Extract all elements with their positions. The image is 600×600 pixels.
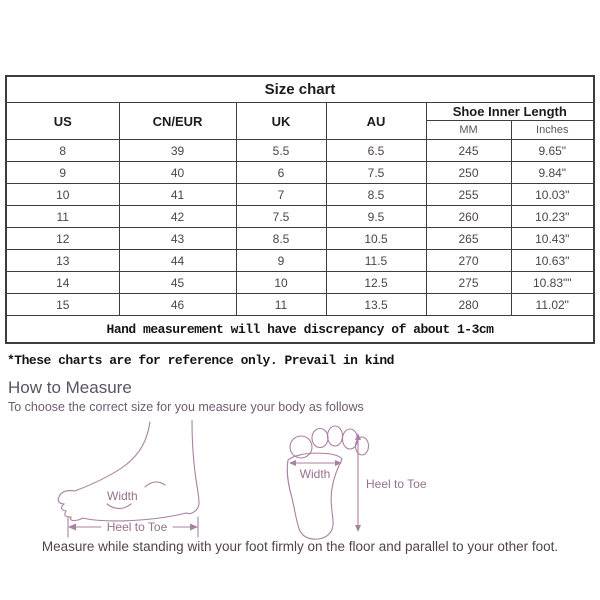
size-cell: 280 xyxy=(426,294,511,316)
table-row xyxy=(6,162,594,184)
size-cell: 6.5 xyxy=(326,140,426,162)
table-footnote-row xyxy=(6,316,594,344)
column-header-inches: Inches xyxy=(511,121,594,140)
size-cell: 43 xyxy=(119,228,236,250)
column-header-mm: MM xyxy=(426,121,511,140)
width-arrowhead-left xyxy=(289,460,296,466)
size-cell: 5.5 xyxy=(236,140,326,162)
length-arrowhead-top xyxy=(355,433,361,440)
size-cell: 41 xyxy=(119,184,236,206)
size-cell: 9.5 xyxy=(326,206,426,228)
how-to-measure-subtitle: To choose the correct size for you measure your body as follows xyxy=(8,400,364,414)
size-cell: 7 xyxy=(236,184,326,206)
size-cell: 6 xyxy=(236,162,326,184)
size-cell: 7.5 xyxy=(326,162,426,184)
size-cell: 265 xyxy=(426,228,511,250)
size-cell: 255 xyxy=(426,184,511,206)
size-chart-title-row xyxy=(6,76,594,103)
size-cell: 45 xyxy=(119,272,236,294)
size-cell: 11.5 xyxy=(326,250,426,272)
column-header-us: US xyxy=(6,103,119,140)
size-table-body xyxy=(6,140,594,316)
table-row xyxy=(6,250,594,272)
foot-side-view-diagram xyxy=(35,420,245,545)
size-cell: 10.83"" xyxy=(511,272,594,294)
size-cell: 10 xyxy=(6,184,119,206)
size-cell: 9 xyxy=(236,250,326,272)
size-cell: 12 xyxy=(6,228,119,250)
size-cell: 46 xyxy=(119,294,236,316)
side-heel-to-toe-label: Heel to Toe xyxy=(106,520,168,534)
foot-toes-line xyxy=(58,491,82,521)
size-cell: 44 xyxy=(119,250,236,272)
toe-3 xyxy=(328,426,343,446)
instep-arc xyxy=(145,482,165,487)
table-row xyxy=(6,206,594,228)
size-cell: 39 xyxy=(119,140,236,162)
table-row xyxy=(6,228,594,250)
size-cell: 13.5 xyxy=(326,294,426,316)
size-cell: 9.84" xyxy=(511,162,594,184)
side-width-label: Width xyxy=(107,489,138,503)
size-cell: 13 xyxy=(6,250,119,272)
size-cell: 10.5 xyxy=(326,228,426,250)
size-cell: 275 xyxy=(426,272,511,294)
size-cell: 8.5 xyxy=(236,228,326,250)
table-row xyxy=(6,184,594,206)
size-cell: 14 xyxy=(6,272,119,294)
size-cell: 9.65" xyxy=(511,140,594,162)
size-cell: 15 xyxy=(6,294,119,316)
how-to-measure-title: How to Measure xyxy=(8,378,132,397)
foot-heel-line xyxy=(186,420,199,514)
table-row xyxy=(6,294,594,316)
foot-instep-line xyxy=(75,422,150,491)
sole-width-label: Width xyxy=(299,467,331,481)
reference-note: *These charts are for reference only. Prevail in kind xyxy=(7,353,394,368)
column-header-inner-length: Shoe Inner Length xyxy=(426,103,594,121)
size-cell: 250 xyxy=(426,162,511,184)
arrowhead-left xyxy=(68,524,76,531)
length-arrowhead-bottom xyxy=(355,525,361,532)
toe-2 xyxy=(312,429,328,448)
size-cell: 9 xyxy=(6,162,119,184)
size-cell: 40 xyxy=(119,162,236,184)
size-cell: 8.5 xyxy=(326,184,426,206)
size-cell: 260 xyxy=(426,206,511,228)
size-cell: 10.43" xyxy=(511,228,594,250)
column-header-au: AU xyxy=(326,103,426,140)
size-cell: 8 xyxy=(6,140,119,162)
size-chart-title: Size chart xyxy=(6,76,594,103)
size-cell: 270 xyxy=(426,250,511,272)
size-chart-table xyxy=(5,75,595,344)
measure-caption: Measure while standing with your foot firmly on the floor and parallel to your other foot. xyxy=(41,539,559,554)
table-row xyxy=(6,272,594,294)
arrowhead-right xyxy=(190,524,198,531)
size-cell: 10.03" xyxy=(511,184,594,206)
column-header-uk: UK xyxy=(236,103,326,140)
size-cell: 11 xyxy=(236,294,326,316)
size-cell: 10.63" xyxy=(511,250,594,272)
column-header-cneur: CN/EUR xyxy=(119,103,236,140)
width-pointer-arc xyxy=(107,504,131,509)
size-cell: 10.23" xyxy=(511,206,594,228)
table-footnote: Hand measurement will have discrepancy of about 1-3cm xyxy=(6,316,594,344)
size-cell: 11 xyxy=(6,206,119,228)
size-cell: 7.5 xyxy=(236,206,326,228)
footprint-diagram xyxy=(280,420,490,555)
size-cell: 12.5 xyxy=(326,272,426,294)
sole-heel-to-toe-label: Heel to Toe xyxy=(366,477,427,491)
size-cell: 42 xyxy=(119,206,236,228)
table-row xyxy=(6,140,594,162)
size-chart-header-row xyxy=(6,103,594,121)
size-cell: 11.02" xyxy=(511,294,594,316)
size-cell: 10 xyxy=(236,272,326,294)
size-cell: 245 xyxy=(426,140,511,162)
